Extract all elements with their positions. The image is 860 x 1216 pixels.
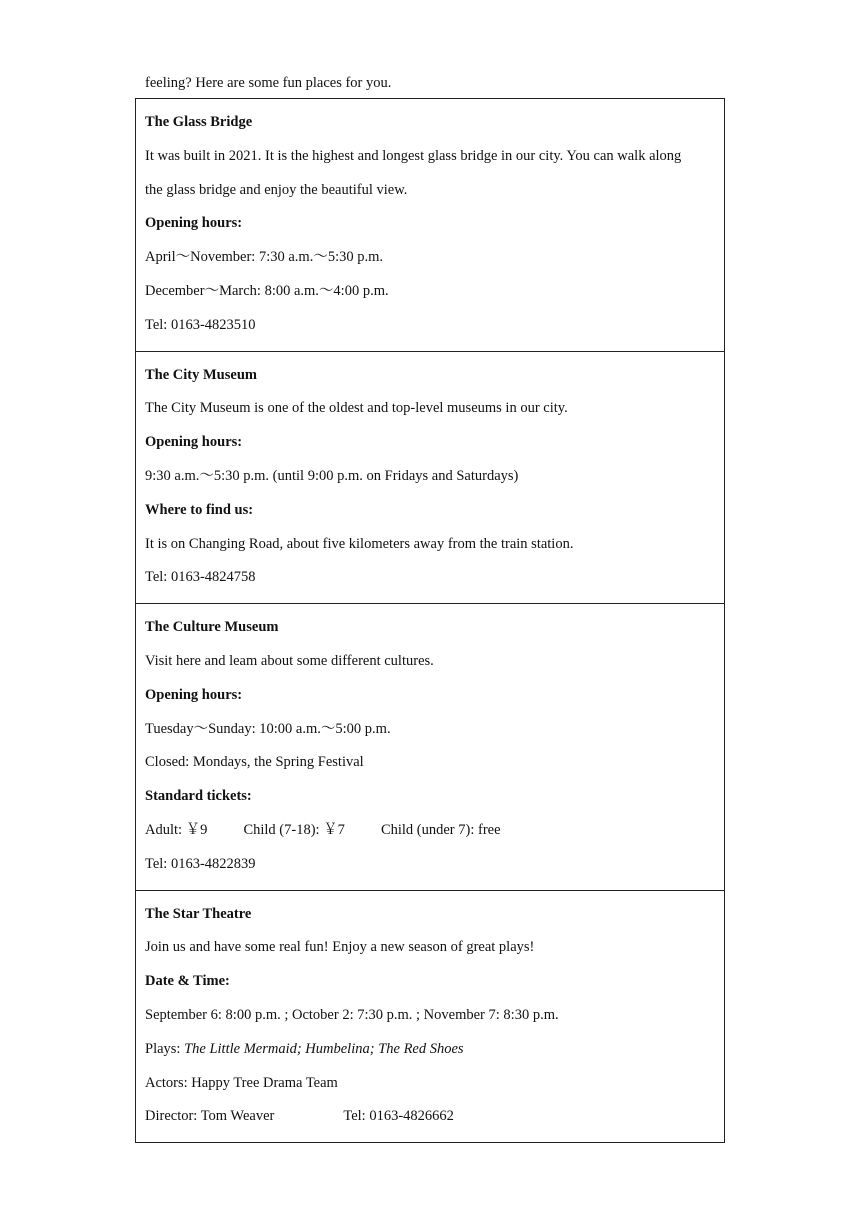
city-museum-cell: [136, 351, 725, 604]
city-museum-tel: Tel: 0163-4824758: [145, 569, 256, 586]
city-museum-hours: 9:30 a.m.～5:30 p.m. (until 9:00 p.m. on Fridays and Saturdays): [145, 467, 519, 484]
culture-museum-tickets-heading: Standard tickets:: [145, 788, 252, 805]
glass-bridge-description-line-2: the glass bridge and enjoy the beautiful view.: [145, 181, 408, 198]
culture-museum-tickets: [145, 814, 716, 848]
star-theatre-plays: [145, 1033, 716, 1067]
star-theatre-description: Join us and have some real fun! Enjoy a new season of great plays!: [145, 939, 535, 956]
glass-bridge-hours-winter: December～March: 8:00 a.m.～4:00 p.m.: [145, 282, 389, 299]
culture-museum-closed: Closed: Mondays, the Spring Festival: [145, 754, 364, 771]
city-museum-description: The City Museum is one of the oldest and top-level museums in our city.: [145, 400, 568, 417]
culture-museum-hours-heading: Opening hours:: [145, 686, 243, 703]
table-row: [136, 99, 725, 352]
star-theatre-director: Director: Tom Weaver: [145, 1108, 275, 1125]
glass-bridge-hours-summer: April～November: 7:30 a.m.～5:30 p.m.: [145, 249, 384, 266]
culture-museum-tel: Tel: 0163-4822839: [145, 855, 256, 872]
glass-bridge-description-line-1: It was built in 2021. It is the highest and longest glass bridge in our city. You can walk along: [145, 147, 682, 164]
intro-text: feeling? Here are some fun places for you.: [145, 75, 392, 91]
table-row: [136, 890, 725, 1143]
glass-bridge-tel: Tel: 0163-4823510: [145, 316, 256, 333]
ticket-child: Child (7-18): ￥7: [243, 821, 345, 838]
city-museum-where-heading: Where to find us:: [145, 501, 254, 518]
culture-museum-hours: Tuesday～Sunday: 10:00 a.m.～5:00 p.m.: [145, 720, 391, 737]
star-theatre-dates: September 6: 8:00 p.m. ; October 2: 7:30 p.m. ; November 7: 8:30 p.m.: [145, 1006, 559, 1023]
culture-museum-title: The Culture Museum: [145, 619, 279, 636]
glass-bridge-title: The Glass Bridge: [145, 114, 253, 130]
places-table: [135, 98, 725, 1143]
city-museum-where: It is on Changing Road, about five kilometers away from the train station.: [145, 535, 574, 552]
star-theatre-date-heading: Date & Time:: [145, 973, 230, 990]
city-museum-hours-heading: Opening hours:: [145, 434, 243, 451]
table-row: [136, 604, 725, 890]
city-museum-title: The City Museum: [145, 366, 257, 383]
star-theatre-tel: Tel: 0163-4826662: [343, 1108, 454, 1125]
plays-titles: The Little Mermaid; Humbelina; The Red Shoes: [184, 1040, 464, 1057]
culture-museum-cell: [136, 604, 725, 890]
glass-bridge-cell: [136, 99, 725, 352]
ticket-under-7: Child (under 7): free: [380, 821, 501, 838]
plays-label: Plays:: [145, 1040, 185, 1057]
glass-bridge-hours-heading: Opening hours:: [145, 215, 243, 232]
culture-museum-description: Visit here and leam about some different cultures.: [145, 652, 434, 669]
star-theatre-actors: Actors: Happy Tree Drama Team: [145, 1074, 338, 1091]
star-theatre-title: The Star Theatre: [145, 905, 252, 922]
star-theatre-director-tel: [145, 1100, 716, 1134]
ticket-adult: Adult: ￥9: [145, 821, 208, 838]
table-row: [136, 351, 725, 604]
star-theatre-cell: [136, 890, 725, 1143]
